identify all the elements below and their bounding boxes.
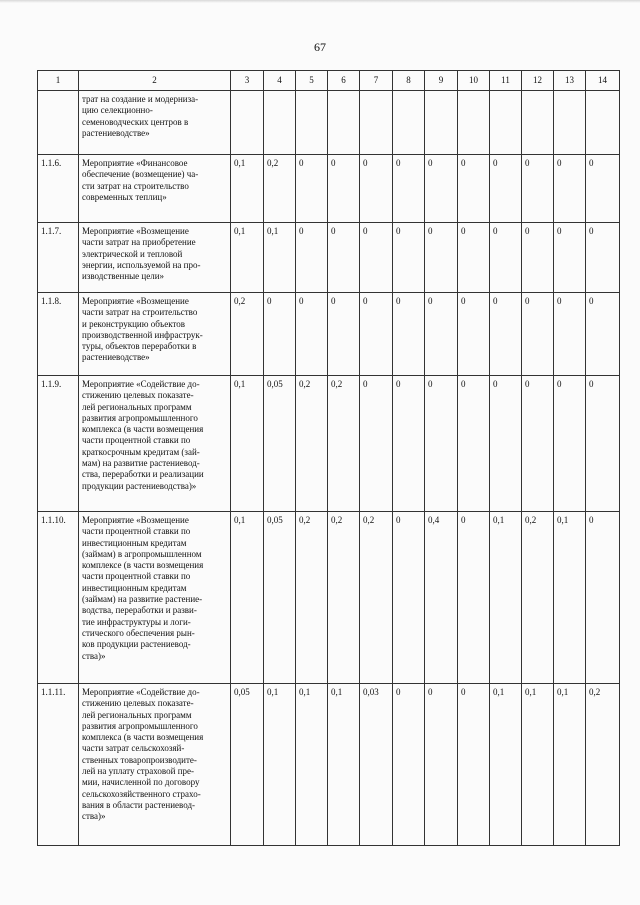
column-header-7: 7	[360, 71, 393, 91]
value-cell-col-7: 0	[360, 223, 393, 293]
value-cell-col-3: 0,05	[231, 684, 264, 846]
value-cell-col-13: 0	[554, 155, 586, 223]
value-cell-col-3: 0,1	[231, 223, 264, 293]
value-cell-col-5: 0	[296, 293, 328, 376]
table-row	[38, 223, 620, 293]
row-number: 1.1.9.	[38, 376, 79, 512]
value-cell-col-12: 0	[522, 293, 554, 376]
value-cell-col-9: 0	[425, 155, 458, 223]
table-row	[38, 376, 620, 512]
value-cell-col-10: 0	[458, 223, 490, 293]
value-cell-col-6: 0	[328, 293, 360, 376]
column-header-4: 4	[264, 71, 296, 91]
row-number	[38, 91, 79, 155]
value-cell-col-10: 0	[458, 684, 490, 846]
scan-edge	[0, 0, 640, 3]
column-header-11: 11	[490, 71, 522, 91]
value-cell-col-7: 0,2	[360, 512, 393, 684]
value-cell-col-11	[490, 91, 522, 155]
table-row	[38, 512, 620, 684]
value-cell-col-6	[328, 91, 360, 155]
value-cell-col-5: 0,2	[296, 376, 328, 512]
value-cell-col-8	[393, 91, 425, 155]
value-cell-col-7: 0	[360, 293, 393, 376]
value-cell-col-10: 0	[458, 155, 490, 223]
value-cell-col-8: 0	[393, 293, 425, 376]
value-cell-col-8: 0	[393, 512, 425, 684]
page-number: 67	[314, 40, 326, 54]
value-cell-col-9: 0	[425, 293, 458, 376]
value-cell-col-11: 0,1	[490, 684, 522, 846]
measure-name: Мероприятие «Содействие до- стижению целевых показате- лей региональных программ развития агропромышленного комплекса (в части возмещения части затрат сельскохозяй- ственных товаропроизводите- лей на уплату страховой пре- мии, начисленной по договору сельскохозяйственного страхо- вания в области растениевод- ства)»	[79, 684, 231, 846]
value-cell-col-8: 0	[393, 223, 425, 293]
value-cell-col-10	[458, 91, 490, 155]
value-cell-col-9: 0	[425, 223, 458, 293]
header-row	[38, 71, 620, 91]
row-number: 1.1.6.	[38, 155, 79, 223]
value-cell-col-12	[522, 91, 554, 155]
column-header-1: 1	[38, 71, 79, 91]
value-cell-col-6: 0	[328, 223, 360, 293]
value-cell-col-4: 0,1	[264, 684, 296, 846]
row-number: 1.1.11.	[38, 684, 79, 846]
value-cell-col-12: 0	[522, 376, 554, 512]
column-header-13: 13	[554, 71, 586, 91]
value-cell-col-3: 0,2	[231, 293, 264, 376]
value-cell-col-11: 0	[490, 155, 522, 223]
value-cell-col-6: 0,1	[328, 684, 360, 846]
value-cell-col-4	[264, 91, 296, 155]
value-cell-col-3: 0,1	[231, 512, 264, 684]
value-cell-col-14: 0	[586, 155, 620, 223]
value-cell-col-13	[554, 91, 586, 155]
value-cell-col-7: 0,03	[360, 684, 393, 846]
value-cell-col-4: 0,05	[264, 376, 296, 512]
value-cell-col-5: 0,2	[296, 512, 328, 684]
column-header-8: 8	[393, 71, 425, 91]
value-cell-col-14	[586, 91, 620, 155]
table-row	[38, 155, 620, 223]
value-cell-col-7	[360, 91, 393, 155]
value-cell-col-4: 0,1	[264, 223, 296, 293]
value-cell-col-7: 0	[360, 155, 393, 223]
value-cell-col-5: 0,1	[296, 684, 328, 846]
value-cell-col-3	[231, 91, 264, 155]
value-cell-col-6: 0,2	[328, 512, 360, 684]
measure-name: Мероприятие «Содействие до- стижению целевых показате- лей региональных программ развития агропромышленного комплекса (в части возмещения части процентной ставки по краткосрочным кредитам (зай- мам) на развитие растениевод- ства, переработки и реализации продукции растениеводства)»	[79, 376, 231, 512]
measure-name: Мероприятие «Возмещение части затрат на строительство и реконструкцию объектов производственной инфраструк- туры, объектов переработки в растениеводстве»	[79, 293, 231, 376]
value-cell-col-4: 0,05	[264, 512, 296, 684]
value-cell-col-14: 0	[586, 376, 620, 512]
value-cell-col-14: 0	[586, 223, 620, 293]
value-cell-col-3: 0,1	[231, 155, 264, 223]
value-cell-col-13: 0,1	[554, 512, 586, 684]
table-row	[38, 91, 620, 155]
value-cell-col-8: 0	[393, 376, 425, 512]
value-cell-col-14: 0	[586, 293, 620, 376]
value-cell-col-8: 0	[393, 155, 425, 223]
value-cell-col-10: 0	[458, 512, 490, 684]
value-cell-col-6: 0	[328, 155, 360, 223]
column-header-9: 9	[425, 71, 458, 91]
value-cell-col-5	[296, 91, 328, 155]
value-cell-col-11: 0,1	[490, 512, 522, 684]
value-cell-col-4: 0	[264, 293, 296, 376]
data-table	[37, 70, 620, 846]
value-cell-col-9: 0	[425, 376, 458, 512]
value-cell-col-9: 0,4	[425, 512, 458, 684]
row-number: 1.1.7.	[38, 223, 79, 293]
column-header-5: 5	[296, 71, 328, 91]
value-cell-col-14: 0,2	[586, 684, 620, 846]
value-cell-col-13: 0	[554, 293, 586, 376]
value-cell-col-8: 0	[393, 684, 425, 846]
value-cell-col-7: 0	[360, 376, 393, 512]
value-cell-col-13: 0	[554, 223, 586, 293]
measure-name: Мероприятие «Возмещение части затрат на приобретение электрической и тепловой энергии, используемой на про- изводственные цели»	[79, 223, 231, 293]
value-cell-col-5: 0	[296, 223, 328, 293]
value-cell-col-11: 0	[490, 223, 522, 293]
measure-name: Мероприятие «Возмещение части процентной ставки по инвестиционным кредитам (займам) в агропромышленном комплексе (в части возмещения части процентной ставки по инвестиционным кредитам (займам) на развитие растение- водства, переработки и разви- тие инфраструктуры и логи- стического обеспечения рын- ков продукции растениевод- ства)»	[79, 512, 231, 684]
value-cell-col-10: 0	[458, 293, 490, 376]
value-cell-col-12: 0,1	[522, 684, 554, 846]
value-cell-col-13: 0	[554, 376, 586, 512]
value-cell-col-9	[425, 91, 458, 155]
measure-name: Мероприятие «Финансовое обеспечение (возмещение) ча- сти затрат на строительство современных теплиц»	[79, 155, 231, 223]
value-cell-col-4: 0,2	[264, 155, 296, 223]
column-header-10: 10	[458, 71, 490, 91]
value-cell-col-13: 0,1	[554, 684, 586, 846]
value-cell-col-14: 0	[586, 512, 620, 684]
value-cell-col-11: 0	[490, 293, 522, 376]
table-row	[38, 684, 620, 846]
value-cell-col-12: 0	[522, 155, 554, 223]
value-cell-col-11: 0	[490, 376, 522, 512]
value-cell-col-5: 0	[296, 155, 328, 223]
value-cell-col-12: 0,2	[522, 512, 554, 684]
value-cell-col-6: 0,2	[328, 376, 360, 512]
value-cell-col-3: 0,1	[231, 376, 264, 512]
value-cell-col-10: 0	[458, 376, 490, 512]
value-cell-col-9: 0	[425, 684, 458, 846]
column-header-2: 2	[79, 71, 231, 91]
value-cell-col-12: 0	[522, 223, 554, 293]
row-number: 1.1.8.	[38, 293, 79, 376]
table-row	[38, 293, 620, 376]
column-header-14: 14	[586, 71, 620, 91]
column-header-6: 6	[328, 71, 360, 91]
measure-name: трат на создание и модерниза- цию селекционно- семеноводческих центров в растениеводстве»	[79, 91, 231, 155]
column-header-3: 3	[231, 71, 264, 91]
column-header-12: 12	[522, 71, 554, 91]
row-number: 1.1.10.	[38, 512, 79, 684]
